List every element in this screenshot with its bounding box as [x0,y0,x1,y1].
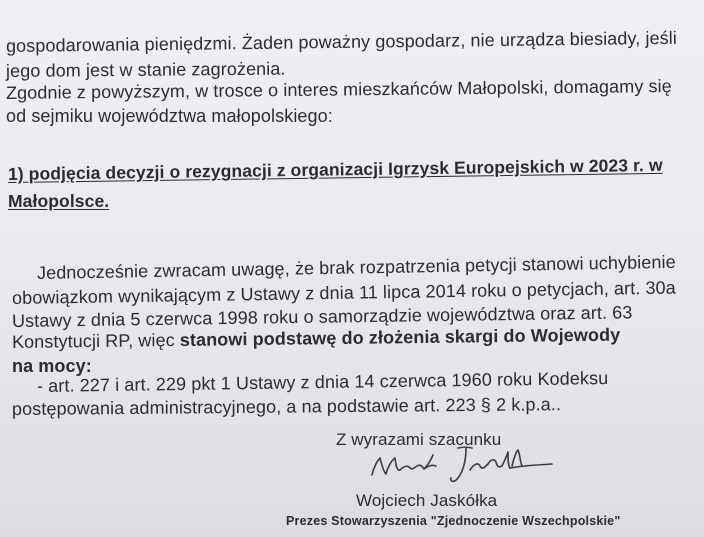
demand-line-1: 1) podjęcia decyzji o rezygnacji z organizacji Igrzysk Europejskich w 2023 r. w [7,154,663,184]
notice-line-6: - art. 227 i art. 229 pkt 1 Ustawy z dnia 14 czerwca 1960 roku Kodeksu [36,368,609,396]
closing-text: Z wyrazami szacunku [336,430,502,449]
intro-line-4: od sejmiku województwa małopolskiego: [6,106,333,126]
notice-line-5: na mocy: [12,356,92,376]
notice-line-1: Jednocześnie zwracam uwagę, że brak rozpatrzenia petycji stanowi uchybienie [36,251,676,283]
signer-title: Prezes Stowarzyszenia "Zjednoczenie Wszechpolskie" [286,514,621,528]
notice-line-2: obowiązkom wynikającym z Ustawy z dnia 11 lipca 2014 roku o petycjach, art. 30a [11,277,676,308]
intro-line-1: gospodarowania pieniędzmi. Żaden poważny gospodarz, nie urządza biesiady, jeśli [5,27,678,56]
notice-line-4-bold: stanowi podstawę do złożenia skargi do Wojewody [179,324,621,350]
signer-name: Wojciech Jaskółka [356,491,498,510]
notice-line-4-plain: Konstytucji RP, więc [11,329,180,352]
demand-line-2: Małopolsce. [8,191,110,211]
intro-line-3: Zgodnie z powyższym, w trosce o interes mieszkańców Małopolski, domagamy się [5,76,672,103]
notice-line-7: postępowania administracyjnego, a na podstawie art. 223 § 2 k.p.a.. [11,394,562,419]
intro-line-2: jego dom jest w stanie zagrożenia. [5,58,286,81]
notice-line-3: Ustawy z dnia 5 czerwca 1998 roku o samorządzie województwa oraz art. 63 [11,302,633,331]
